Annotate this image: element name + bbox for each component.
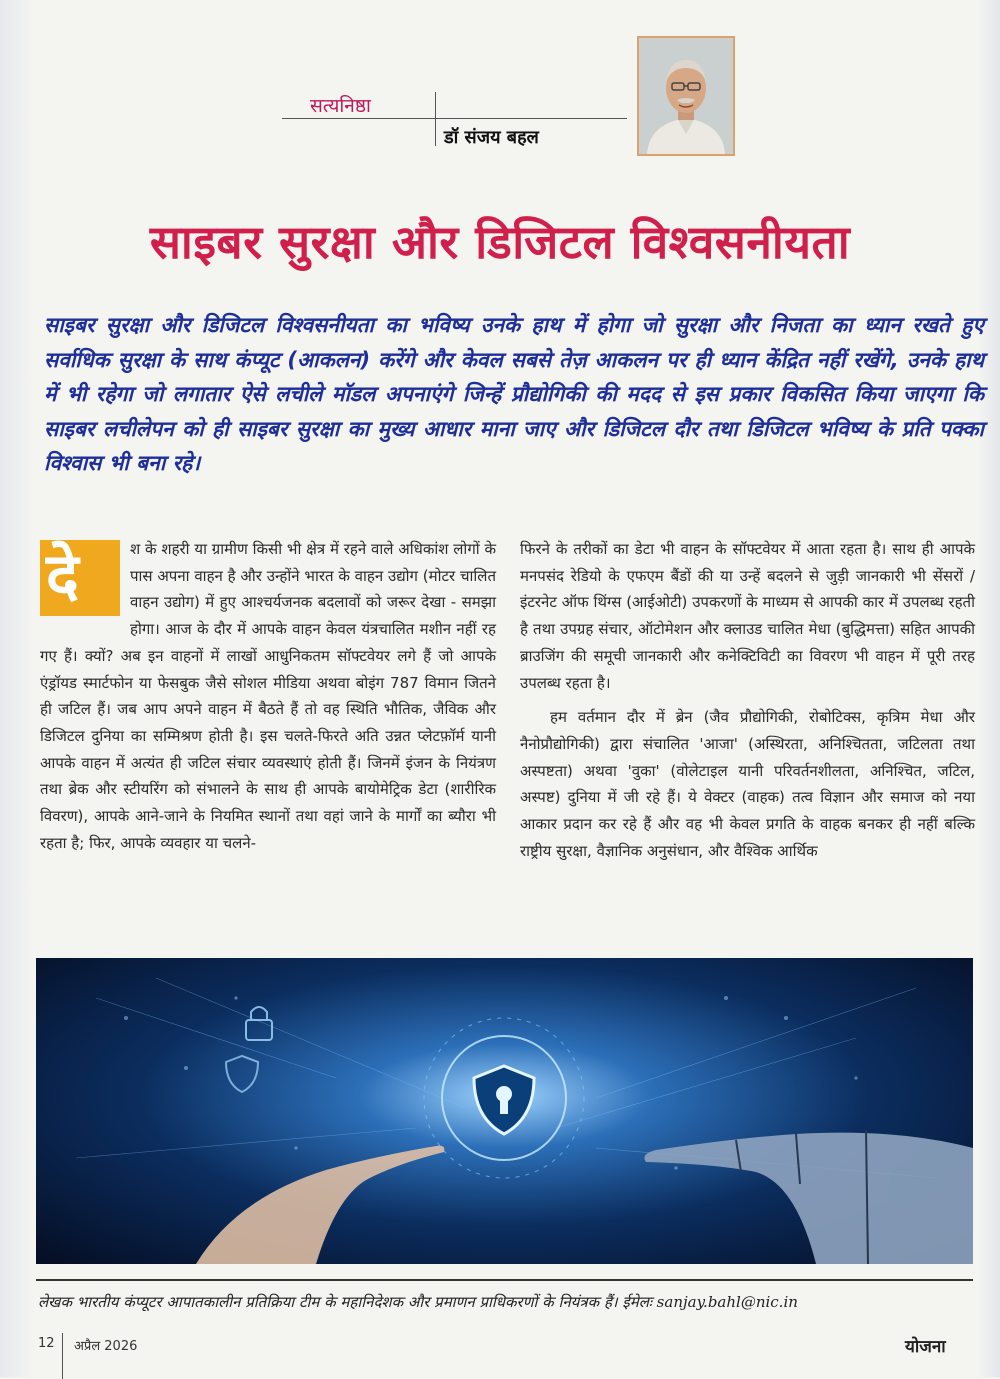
footer-rule	[36, 1279, 973, 1281]
body-paragraph-right-2: हम वर्तमान दौर में ब्रेन (जैव प्रौद्योगिकी, रोबोटिक्स, कृत्रिम मेधा और नैनोप्रौद्योगिकी) द्वारा संचालित 'आजा' (अस्थिरता, अनिश्चितता, जटिलता तथा अस्पष्टता) अथवा 'वुका' (वोलेटाइल यानी परिवर्तनशीलता, अनिश्चित, जटिल, अस्पष्ट) दुनिया में जी रहे हैं। ये वेक्टर (वाहक) तत्व विज्ञान और समाज को नया आकार प्रदान कर रहे हैं और वह भी केवल प्रगति के वाहक बनकर ही नहीं बल्कि राष्ट्रीय सुरक्षा, वैज्ञानिक अनुसंधान, और वैश्विक आर्थिक	[520, 708, 975, 860]
cyber-security-illustration	[36, 958, 973, 1264]
footer-divider	[62, 1333, 63, 1379]
section-label: सत्यनिष्ठा	[310, 95, 371, 117]
author-name: डॉ संजय बहल	[444, 127, 539, 148]
body-paragraph-right-1: फिरने के तरीकों का डेटा भी वाहन के सॉफ्टवेयर में आता रहता है। साथ ही आपके मनपसंद रेडियो के एफएम बैंडों की या उन्हें बदलने से जुड़ी जानकारी भी सेंसरों / इंटरनेट ऑफ थिंग्स (आईओटी) उपकरणों के माध्यम से आपकी कार में उपलब्ध रहती है तथा उपग्रह संचार, ऑटोमेशन और क्लाउड चालित मेधा (बुद्धिमत्ता) सहित आपकी ब्राउजिंग की समूची जानकारी और कनेक्टिविटी का विवरण भी वाहन में पूरी तरह उपलब्ध रहता है।	[520, 540, 975, 692]
author-portrait-illustration	[639, 38, 733, 154]
robot-hand	[644, 1130, 973, 1264]
header-divider	[435, 92, 436, 146]
lock-icon	[246, 1007, 272, 1040]
dropcap-letter: दे	[46, 539, 79, 612]
magazine-name: योजना	[905, 1337, 946, 1357]
human-hand	[196, 1146, 444, 1264]
author-email: sanjay.bahl@nic.in	[656, 1293, 798, 1311]
body-paragraph-left: श के शहरी या ग्रामीण किसी भी क्षेत्र में रहने वाले अधिकांश लोगों के पास अपना वाहन है और उन्होंने भारत के वाहन उद्योग (मोटर चालित वाहन उद्योग) में हुए आश्चर्यजनक बदलावों को जरूर देखा - समझा होगा। आज के दौर में आपके वाहन केवल यंत्रचालित मशीन नहीं रह गए हैं। क्यों? अब इन वाहनों में लाखों आधुनिकतम सॉफ्टवेयर लगे हैं जो आपके एंड्रॉयड स्मार्टफोन या फेसबुक जैसे सोशल मीडिया अथवा बोइंग 787 विमान जितने ही जटिल हैं। जब आप अपने वाहन में बैठते हैं तो वह स्थिति भौतिक, जैविक और डिजिटल दुनिया का सम्मिश्रण होती है। इस चलते-फिरते अति उन्नत प्लेटफ़ॉर्म यानी आपके वाहन में अत्यंत ही जटिल संचार व्यवस्थाएं होती हैं। जिनमें इंजन के नियंत्रण तथा ब्रेक और स्टीयरिंग को संभालने के साथ ही आपके बायोमेट्रिक डेटा (शारीरिक विवरण), आपके आने-जाने के नियमित स्थानों तथा वहां जाने के मार्गों का ब्यौरा भी रहता है; फिर, आपके व्यवहार या चलने-	[40, 540, 496, 852]
article-headline: साइबर सुरक्षा और डिजिटल विश्वसनीयता	[149, 215, 851, 269]
author-bio	[38, 1292, 798, 1312]
issue-date: अप्रैल 2026	[74, 1339, 138, 1354]
cyber-network-graphic	[36, 958, 973, 1264]
shield-icon	[226, 1056, 258, 1092]
page-number: 12	[38, 1336, 55, 1351]
header-rule	[282, 118, 627, 119]
dropcap	[40, 540, 120, 616]
body-column-left	[40, 536, 496, 856]
shield-keyhole-icon	[474, 1066, 534, 1134]
body-column-right	[520, 536, 975, 864]
author-bio-text: लेखक भारतीय कंप्यूटर आपातकालीन प्रतिक्रिया टीम के महानिदेशक और प्रमाणन प्राधिकरणों के नियंत्रक हैं। ईमेलः	[38, 1293, 657, 1311]
article-standfirst: साइबर सुरक्षा और डिजिटल विश्वसनीयता का भविष्य उनके हाथ में होगा जो सुरक्षा और निजता का ध्यान रखते हुए सर्वाधिक सुरक्षा के साथ कंप्यूट (आकलन) करेंगे और केवल सबसे तेज़ आकलन पर ही ध्यान केंद्रित नहीं रखेंगे, उनके हाथ में भी रहेगा जो लगातार ऐसे लचीले मॉडल अपनाएंगे जिन्हें प्रौद्योगिकी की मदद से इस प्रकार विकसित किया जाएगा कि साइबर लचीलेपन को ही साइबर सुरक्षा का मुख्य आधार माना जाए और डिजिटल दौर तथा डिजिटल भविष्य के प्रति पक्का विश्वास भी बना रहे।	[44, 313, 984, 476]
author-photo	[637, 36, 735, 156]
page-edge-left	[0, 0, 34, 1377]
page-edge-right	[978, 0, 1000, 1377]
